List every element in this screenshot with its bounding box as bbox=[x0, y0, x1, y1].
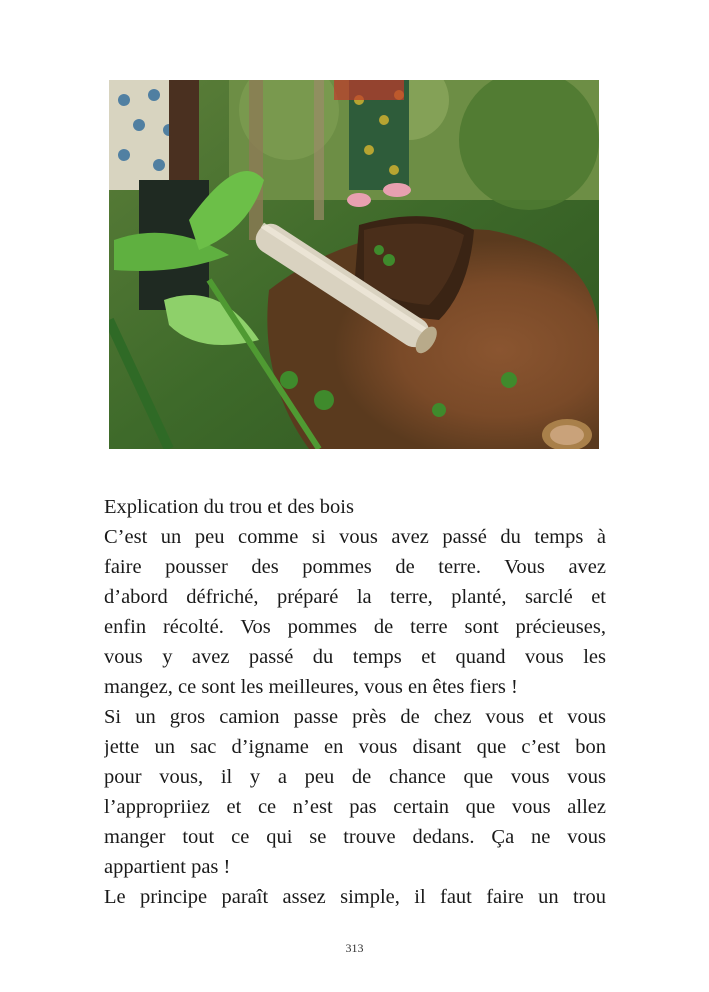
body-text bbox=[104, 492, 606, 912]
page-number: 313 bbox=[345, 941, 364, 955]
paragraph-line: C’est un peu comme si vous avez passé du temps à bbox=[104, 526, 606, 548]
paragraph-line: pour vous, il y a peu de chance que vous vous bbox=[104, 766, 606, 788]
paragraph-line: d’abord défriché, préparé la terre, planté, sarclé et bbox=[104, 586, 606, 608]
paragraph-line: Si un gros camion passe près de chez vous et vous bbox=[104, 706, 606, 728]
garden-photo bbox=[109, 80, 599, 449]
paragraph-line: enfin récolté. Vos pommes de terre sont précieuses, bbox=[104, 616, 606, 638]
paragraph-line: mangez, ce sont les meilleures, vous en êtes fiers ! bbox=[104, 676, 518, 698]
paragraph-line: jette un sac d’igname en vous disant que c’est bon bbox=[104, 736, 606, 758]
paragraph-line: appartient pas ! bbox=[104, 856, 231, 878]
paragraph-line: vous y avez passé du temps et quand vous les bbox=[104, 646, 606, 668]
paragraph-line: manger tout ce qui se trouve dedans. Ça ne vous bbox=[104, 826, 606, 848]
garden-photo-icon bbox=[109, 80, 599, 449]
paragraph-line: Le principe paraît assez simple, il faut faire un trou bbox=[104, 886, 606, 908]
paragraph-line: faire pousser des pommes de terre. Vous avez bbox=[104, 556, 606, 578]
paragraph-line: l’appropriiez et ce n’est pas certain que vous allez bbox=[104, 796, 606, 818]
section-heading: Explication du trou et des bois bbox=[104, 496, 354, 518]
